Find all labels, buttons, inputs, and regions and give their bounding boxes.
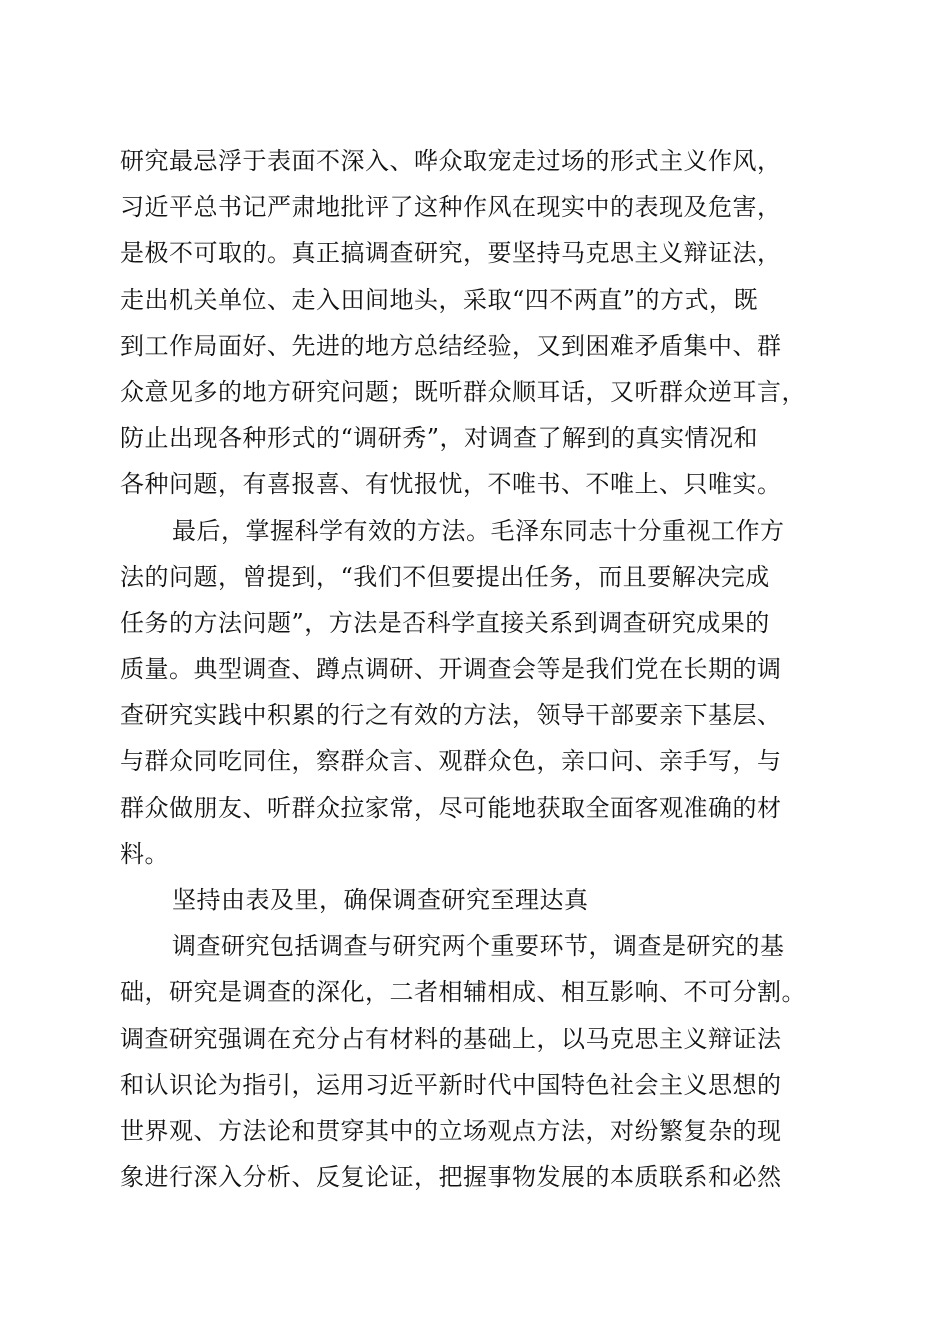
text-line: 到工作局面好、先进的地方总结经验，又到困难矛盾集中、群 bbox=[120, 331, 782, 360]
text-line: 任务的方法问题”，方法是否科学直接关系到调查研究成果的 bbox=[120, 608, 770, 637]
body-text bbox=[120, 138, 832, 1200]
text-line: 走出机关单位、走入田间地头，采取“四不两直”的方式，既 bbox=[120, 285, 759, 314]
text-line: 众意见多的地方研究问题；既听群众顺耳话，又听群众逆耳言， bbox=[120, 377, 806, 406]
text-line: 世界观、方法论和贯穿其中的立场观点方法，对纷繁复杂的现 bbox=[120, 1116, 782, 1145]
text-line: 查研究实践中积累的行之有效的方法，领导干部要亲下基层、 bbox=[120, 701, 782, 730]
text-line: 群众做朋友、听群众拉家常，尽可能地获取全面客观准确的材 bbox=[120, 793, 782, 822]
text-line: 研究最忌浮于表面不深入、哗众取宠走过场的形式主义作风， bbox=[120, 147, 782, 175]
paragraph-start-line: 最后，掌握科学有效的方法。毛泽东同志十分重视工作方 bbox=[172, 516, 785, 545]
text-line: 质量。典型调查、蹲点调研、开调查会等是我们党在长期的调 bbox=[120, 655, 782, 684]
text-line: 和认识论为指引，运用习近平新时代中国特色社会主义思想的 bbox=[120, 1070, 782, 1099]
text-line: 是极不可取的。真正搞调查研究，要坚持马克思主义辩证法， bbox=[120, 239, 782, 268]
text-line: 法的问题，曾提到，“我们不但要提出任务，而且要解决完成 bbox=[120, 562, 770, 591]
text-line: 习近平总书记严肃地批评了这种作风在现实中的表现及危害， bbox=[120, 193, 782, 222]
text-line: 调查研究强调在充分占有材料的基础上，以马克思主义辩证法 bbox=[120, 1024, 782, 1053]
text-line: 象进行深入分析、反复论证，把握事物发展的本质联系和必然 bbox=[120, 1163, 782, 1192]
text-line: 各种问题，有喜报喜、有忧报忧，不唯书、不唯上、只唯实。 bbox=[120, 470, 782, 499]
text-line: 与群众同吃同住，察群众言、观群众色，亲口问、亲手写，与 bbox=[120, 747, 782, 776]
text-line: 料。 bbox=[120, 839, 169, 868]
text-line: 防止出现各种形式的“调研秀”，对调查了解到的真实情况和 bbox=[120, 424, 759, 453]
section-heading: 坚持由表及里，确保调查研究至理达真 bbox=[172, 886, 589, 914]
paragraph-start-line: 调查研究包括调查与研究两个重要环节，调查是研究的基 bbox=[172, 932, 785, 961]
text-line: 础，研究是调查的深化，二者相辅相成、相互影响、不可分割。 bbox=[120, 978, 806, 1007]
